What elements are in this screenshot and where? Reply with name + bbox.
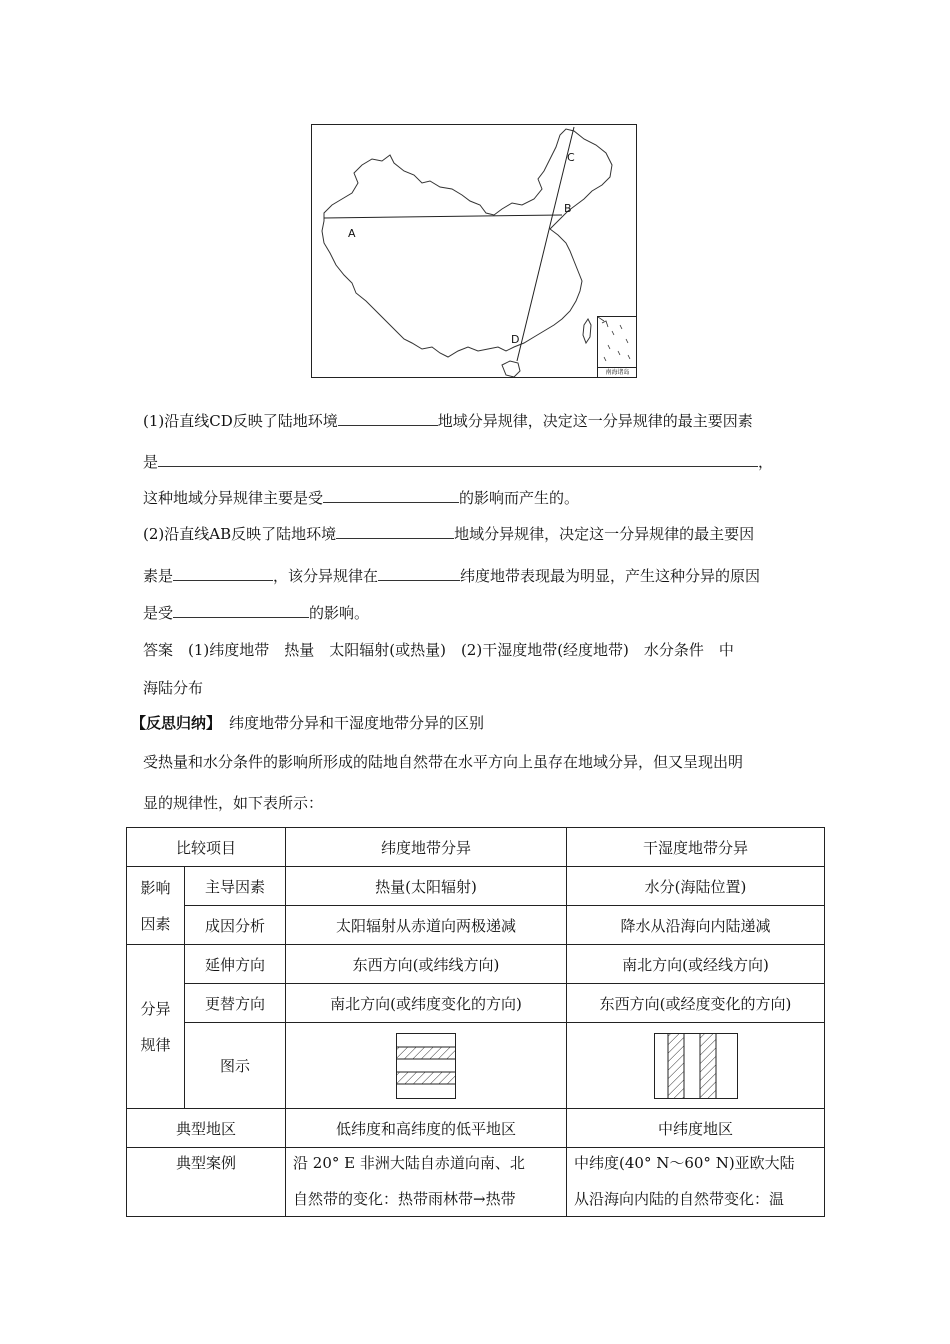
answer-line2: 海陆分布 — [143, 679, 204, 697]
case-label: 典型案例 — [176, 1154, 237, 1172]
q1-text: 地域分异规律，决定这一分异规律的最主要因素 — [437, 412, 753, 430]
q1-blank-3[interactable] — [323, 487, 459, 503]
inset-islands — [598, 317, 637, 367]
q2-blank-2[interactable] — [173, 565, 273, 581]
header-dry-wet: 干湿度地带分异 — [567, 828, 825, 867]
map-label-b: B — [564, 202, 572, 215]
table-row — [127, 906, 825, 945]
q1-text: (1)沿直线CD反映了陆地环境 — [143, 412, 338, 430]
q1-text: 是 — [143, 453, 159, 471]
q1-text: ， — [758, 453, 774, 471]
group-pattern — [127, 945, 185, 1109]
line-ab — [324, 215, 562, 218]
group-influence — [127, 867, 185, 945]
cell: 热量(太阳辐射) — [286, 867, 567, 906]
row-label: 更替方向 — [185, 984, 286, 1023]
cell: 太阳辐射从赤道向两极递减 — [286, 906, 567, 945]
case-lat-line: 沿 20° E 非洲大陆自赤道向南、北 — [293, 1154, 525, 1172]
latitudinal-zone-diagram — [396, 1033, 456, 1099]
china-outline-map — [312, 125, 637, 378]
line-cd — [517, 127, 574, 361]
inset-caption: 南海诸岛 — [598, 367, 637, 377]
q2-text: 纬度地带表现最为明显，产生这种分异的原因 — [460, 567, 761, 585]
q1-blank-2[interactable] — [158, 451, 758, 467]
header-compare-item: 比较项目 — [127, 828, 286, 867]
q1-line2 — [143, 451, 773, 472]
group-pattern-line: 规律 — [140, 1035, 171, 1054]
table-row — [127, 1023, 825, 1109]
row-label: 典型地区 — [127, 1109, 286, 1148]
q2-text: 地域分异规律，决定这一分异规律的最主要因 — [454, 525, 755, 543]
table-row — [127, 1109, 825, 1148]
cell-diagram-dry — [567, 1023, 825, 1109]
case-lat-line: 自然带的变化：热带雨林带→热带 — [293, 1190, 516, 1208]
cell: 降水从沿海向内陆递减 — [567, 906, 825, 945]
south-china-sea-inset — [597, 316, 637, 378]
cell: 南北方向(或经线方向) — [567, 945, 825, 984]
row-label: 成因分析 — [185, 906, 286, 945]
q1-line3 — [143, 487, 579, 508]
cell: 水分(海陆位置) — [567, 867, 825, 906]
q2-blank-3[interactable] — [378, 565, 460, 581]
case-dry-line: 中纬度(40° N～60° N)亚欧大陆 — [574, 1154, 795, 1172]
row-label: 主导因素 — [185, 867, 286, 906]
q1-text: 这种地域分异规律主要是受 — [143, 489, 324, 507]
q2-text: 的影响。 — [309, 604, 370, 622]
table-row — [127, 984, 825, 1023]
cell: 南北方向(或纬度变化的方向) — [286, 984, 567, 1023]
q1-line1 — [143, 410, 753, 431]
reflection-intro-line2: 显的规律性，如下表所示： — [143, 794, 324, 812]
dry-wet-zone-diagram — [654, 1033, 738, 1099]
cell-diagram-lat — [286, 1023, 567, 1109]
answer-line1: 答案 (1)纬度地带 热量 太阳辐射(或热量) (2)干湿度地带(经度地带) 水分条件 中 — [143, 641, 734, 659]
row-label — [127, 1148, 286, 1217]
group-influence-line: 影响 — [140, 878, 171, 897]
table-row — [127, 828, 825, 867]
reflection-tag: 【反思归纳】 — [131, 714, 222, 732]
reflection-heading — [131, 713, 484, 733]
comparison-table — [126, 827, 825, 1217]
table-row — [127, 867, 825, 906]
cell-case-lat — [286, 1148, 567, 1217]
q2-line2 — [143, 565, 760, 586]
map-label-a: A — [348, 227, 356, 240]
row-label: 延伸方向 — [185, 945, 286, 984]
map-label-c: C — [567, 151, 575, 164]
reflection-intro-line1: 受热量和水分条件的影响所形成的陆地自然带在水平方向上虽存在地域分异，但又呈现出明 — [143, 753, 744, 771]
q1-blank-1[interactable] — [338, 410, 438, 426]
cell: 低纬度和高纬度的低平地区 — [286, 1109, 567, 1148]
q2-text: (2)沿直线AB反映了陆地环境 — [143, 525, 337, 543]
reflection-title: 纬度地带分异和干湿度地带分异的区别 — [229, 714, 485, 732]
q1-text: 的影响而产生的。 — [459, 489, 580, 507]
taiwan-outline — [583, 319, 591, 343]
cell-case-dry — [567, 1148, 825, 1217]
q2-text: 是受 — [143, 604, 174, 622]
q2-text: ，该分异规律在 — [273, 567, 379, 585]
header-latitudinal: 纬度地带分异 — [286, 828, 567, 867]
row-label: 图示 — [185, 1023, 286, 1109]
hainan-outline — [502, 361, 520, 377]
cell: 中纬度地区 — [567, 1109, 825, 1148]
map-label-d: D — [511, 333, 520, 346]
group-pattern-line: 分异 — [140, 999, 171, 1018]
q2-line3 — [143, 602, 369, 623]
case-dry-line: 从沿海向内陆的自然带变化：温 — [574, 1190, 785, 1208]
table-row — [127, 945, 825, 984]
cell: 东西方向(或纬线方向) — [286, 945, 567, 984]
q2-text: 素是 — [143, 567, 174, 585]
group-influence-line: 因素 — [140, 914, 171, 933]
q2-line1 — [143, 523, 754, 544]
q2-blank-4[interactable] — [173, 602, 309, 618]
china-map-figure — [311, 124, 637, 378]
table-row — [127, 1148, 825, 1217]
cell: 东西方向(或经度变化的方向) — [567, 984, 825, 1023]
q2-blank-1[interactable] — [336, 523, 454, 539]
